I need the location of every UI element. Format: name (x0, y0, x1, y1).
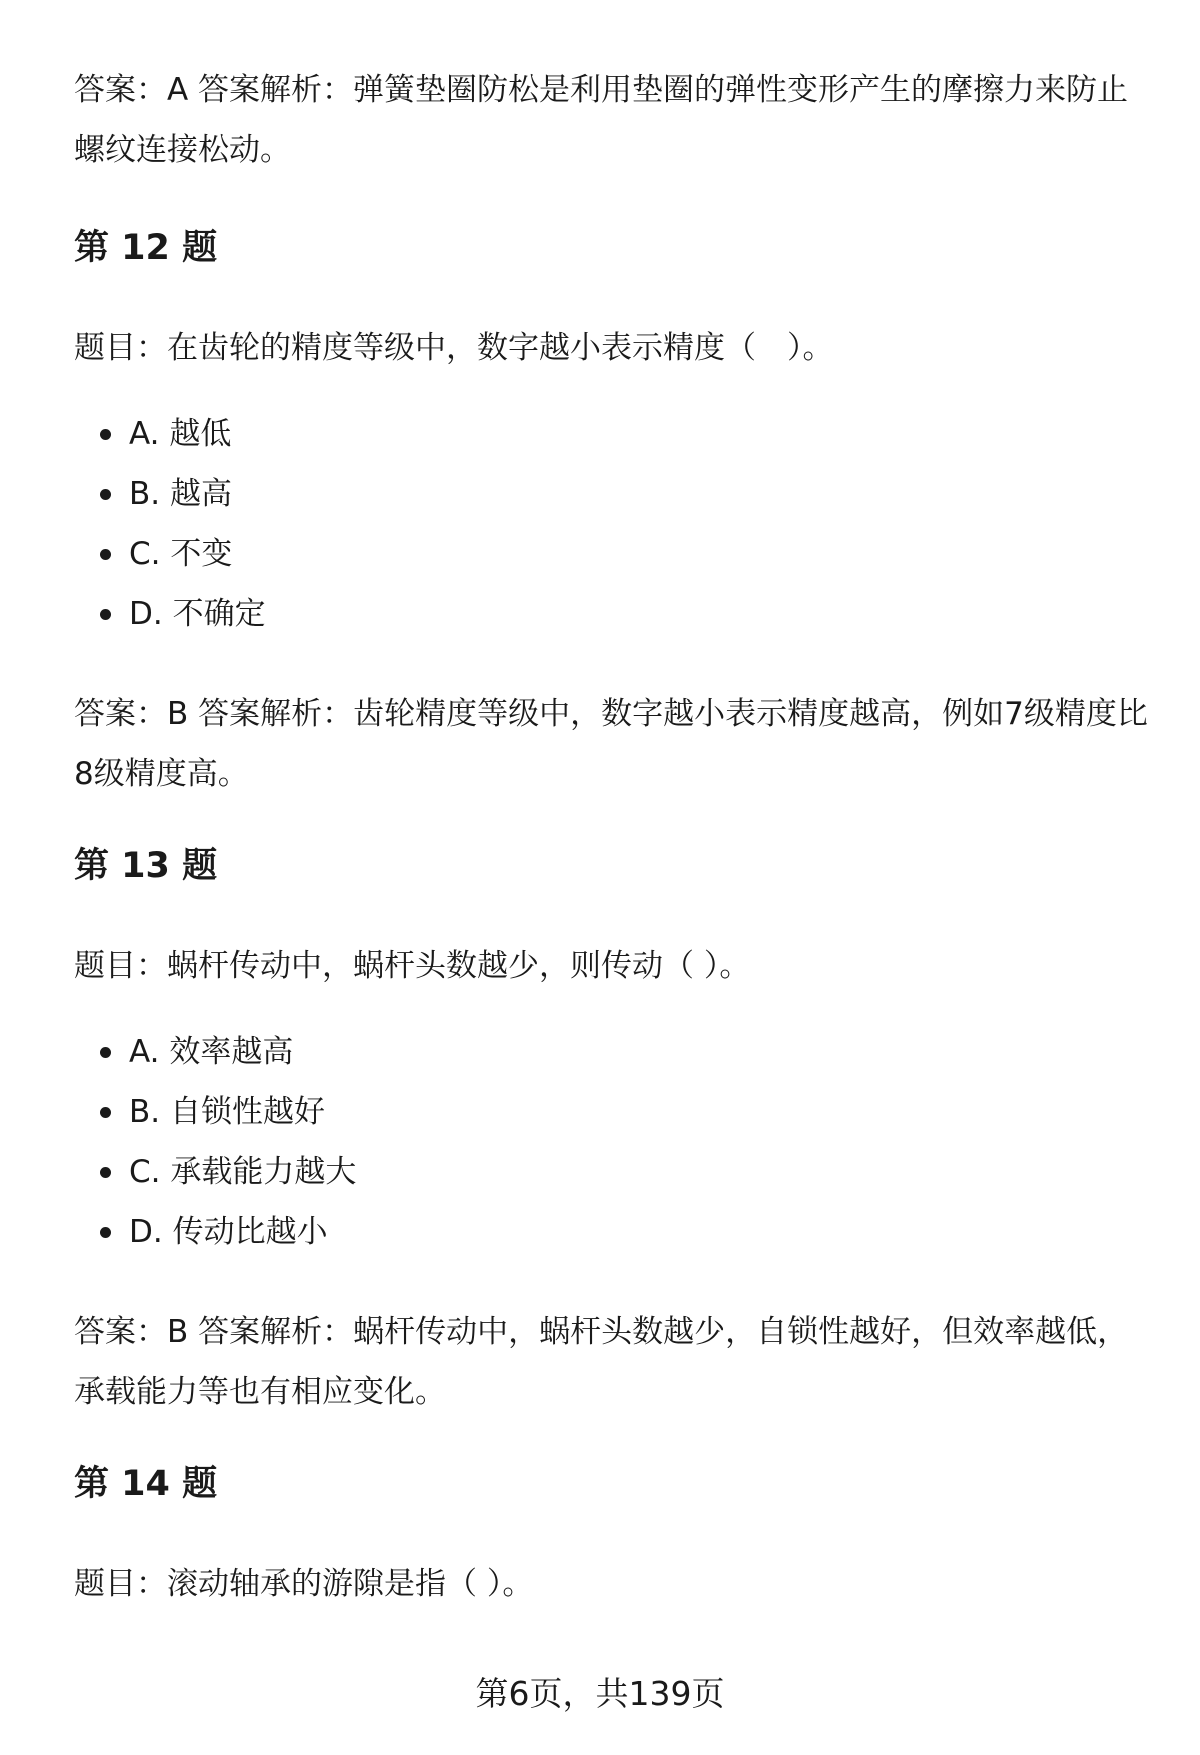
option-c: C. 不变 (74, 524, 266, 584)
question-13 (74, 842, 1154, 1410)
option-a: A. 越低 (74, 404, 266, 464)
option-b: B. 越高 (74, 464, 266, 524)
option-a: A. 效率越高 (74, 1022, 356, 1082)
option-c: C. 承载能力越大 (74, 1142, 356, 1202)
question-12 (74, 224, 1154, 792)
question-prompt: 题目：蜗杆传动中，蜗杆头数越少，则传动（ ）。 (74, 948, 751, 984)
previous-answer: 答案：A 答案解析：弹簧垫圈防松是利用垫圈的弹性变形产生的摩擦力来防止螺纹连接松动。 (74, 72, 1129, 168)
option-b: B. 自锁性越好 (74, 1082, 356, 1142)
page-number-footer: 第6页，共139页 (475, 1674, 725, 1713)
option-list (74, 1022, 356, 1262)
question-prompt: 题目：滚动轴承的游隙是指（ ）。 (74, 1566, 534, 1602)
question-14 (74, 1460, 1154, 1620)
option-list (74, 404, 266, 644)
option-d: D. 传动比越小 (74, 1202, 356, 1262)
question-title: 第 12 题 (74, 228, 218, 268)
question-prompt: 题目：在齿轮的精度等级中，数字越小表示精度（ ）。 (74, 330, 834, 366)
question-title: 第 13 题 (74, 846, 218, 886)
answer-explanation: 答案：B 答案解析：齿轮精度等级中，数字越小表示精度越高，例如7级精度比8级精度高。 (74, 696, 1148, 792)
answer-explanation: 答案：B 答案解析：蜗杆传动中，蜗杆头数越少，自锁性越好，但效率越低，承载能力等也有相应变化。 (74, 1314, 1129, 1410)
option-d: D. 不确定 (74, 584, 266, 644)
question-title: 第 14 题 (74, 1464, 218, 1504)
